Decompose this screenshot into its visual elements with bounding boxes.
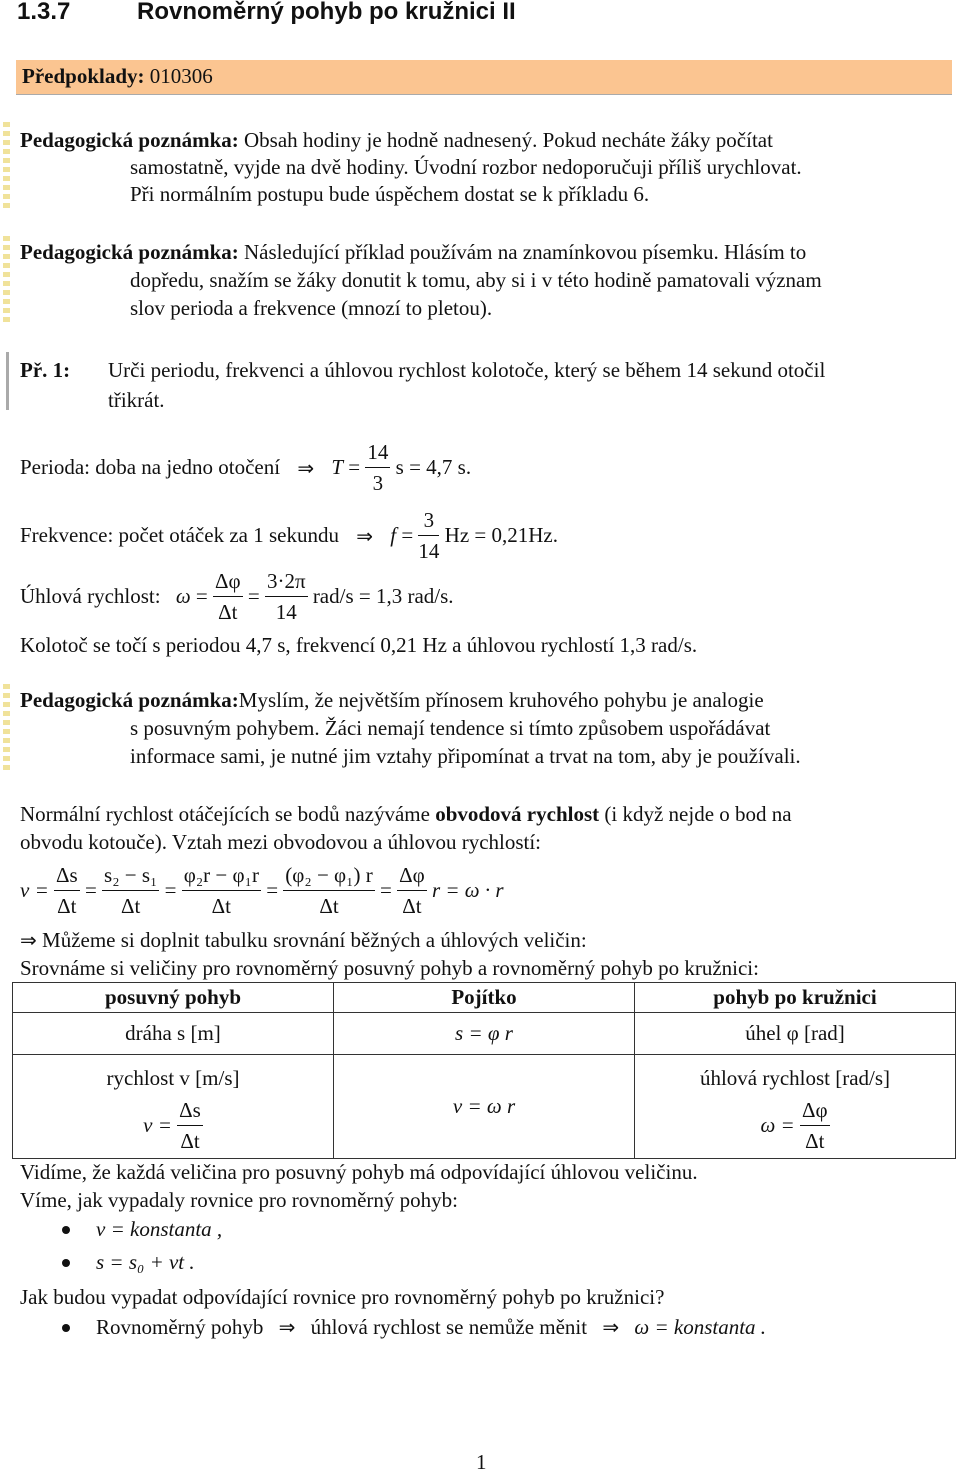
note-1-line-2: samostatně, vyjde na dvě hodiny. Úvodní rozbor nedoporučuji příliš urychlovat. (130, 155, 802, 179)
note-margin-stripe (3, 236, 10, 326)
note-margin-stripe (3, 684, 10, 774)
bullet-icon (62, 1226, 70, 1234)
note-2-line-3: slov perioda a frekvence (mnozí to pletou). (130, 296, 493, 320)
normal-speed-line-1: Normální rychlost otáčejících se bodů nazýváme obvodová rychlost (i když nejde o bod na (20, 802, 792, 826)
period-formula: Perioda: doba na jedno otočení ⇒ T = $\frac{14}{3}$ s = 4,7 s. (20, 437, 471, 498)
prereq-label: Předpoklady: (22, 64, 145, 88)
table-row (13, 1013, 956, 1055)
comparison-table (12, 982, 956, 1159)
section-title: Rovnoměrný pohyb po kružnici II (137, 0, 516, 25)
bullet-icon (62, 1259, 70, 1267)
speed-derivation: v = $\frac{\Delta s}{\Delta t}$ = $\frac{\text{s₂ − s₁}}{\Delta t}$ = $\frac{\text{φ₂r − φ₁r}}{\Delta t}$ = $\frac{\text{(φ₂ − φ₁) r}}{\Delta t}$ = $\frac{\Delta\varphi}{\Delta t}$ r = ω · r (20, 860, 504, 921)
table-cell: dráha s [m] (13, 1013, 334, 1055)
table-cell: úhlová rychlost [rad/s] ω = $\frac{\Delta\varphi}{\Delta t}$ (635, 1055, 956, 1159)
page-title (17, 0, 516, 26)
note-3-line-1: Pedagogická poznámka:Myslím, že největším přínosem kruhového pohybu je analogie (20, 688, 764, 712)
implies-arrow-icon: ⇒ (602, 1315, 620, 1339)
note-3-line-3: informace sami, je nutné jim vztahy připomínat a trvat na tom, aby je používali. (130, 744, 801, 768)
table-header: Pojítko (334, 983, 635, 1013)
implies-arrow-icon: ⇒ (356, 523, 373, 548)
bullet-item: s = s₀ + vt . (96, 1250, 195, 1274)
prerequisites-bar (16, 60, 952, 95)
table-cell: v = ω r (334, 1055, 635, 1159)
note-margin-stripe (3, 122, 10, 212)
after-table-line-2: Víme, jak vypadaly rovnice pro rovnoměrný pohyb: (20, 1188, 458, 1212)
section-number: 1.3.7 (17, 0, 71, 25)
table-header-row (13, 983, 956, 1013)
prereq-value: 010306 (149, 64, 213, 88)
bullet-item: v = konstanta , (96, 1217, 223, 1241)
example-line-1: Urči periodu, frekvenci a úhlovou rychlost kolotoče, který se během 14 sekund otočil (108, 358, 826, 382)
example-label: Př. 1: (20, 358, 71, 382)
bullet-item: Rovnoměrný pohyb ⇒ úhlová rychlost se nemůže měnit ⇒ ω = konstanta . (96, 1315, 767, 1339)
question: Jak budou vypadat odpovídající rovnice pro rovnoměrný pohyb po kružnici? (20, 1285, 665, 1309)
frequency-formula: Frekvence: počet otáček za 1 sekundu ⇒ f = $\frac{3}{14}$ Hz = 0,21Hz. (20, 505, 558, 566)
after-table-line-1: Vidíme, že každá veličina pro posuvný pohyb má odpovídající úhlovou veličinu. (20, 1160, 698, 1184)
implies-arrow-icon: ⇒ (20, 928, 37, 952)
note-2-line-2: dopředu, snažím se žáky donutit k tomu, aby si i v této hodině pamatovali význam (130, 268, 822, 292)
note-1-line-1: Pedagogická poznámka: Obsah hodiny je hodně nadnesený. Pokud necháte žáky počítat (20, 128, 773, 152)
table-cell: rychlost v [m/s] v = $\frac{\Delta s}{\Delta t}$ (13, 1055, 334, 1159)
table-intro-2: Srovnáme si veličiny pro rovnoměrný posuvný pohyb a rovnoměrný pohyb po kružnici: (20, 956, 759, 980)
note-3-line-2: s posuvným pohybem. Žáci nemají tendence si tímto způsobem uspořádávat (130, 716, 771, 740)
table-header: posuvný pohyb (13, 983, 334, 1013)
normal-speed-line-2: obvodu kotouče). Vztah mezi obvodovou a úhlovou rychlostí: (20, 830, 542, 854)
table-cell: s = φ r (334, 1013, 635, 1055)
example-margin-bar (6, 352, 9, 410)
implies-arrow-icon: ⇒ (297, 455, 315, 480)
angular-velocity-formula: Úhlová rychlost: ω = $\frac{\Delta\varphi}{\Delta t}$ = $\frac{3\cdot 2\pi}{14}$ rad/s = 1,3 rad/s. (20, 566, 454, 627)
page-number: 1 (476, 1450, 487, 1474)
note-1-line-3: Při normálním postupu bude úspěchem dostat se k příkladu 6. (130, 182, 650, 206)
solution-summary: Kolotoč se točí s periodou 4,7 s, frekvencí 0,21 Hz a úhlovou rychlostí 1,3 rad/s. (20, 633, 698, 657)
table-header: pohyb po kružnici (635, 983, 956, 1013)
table-row (13, 1055, 956, 1159)
example-line-2: třikrát. (108, 388, 165, 412)
implies-arrow-icon: ⇒ (278, 1315, 296, 1339)
bullet-icon (62, 1324, 70, 1332)
table-cell: úhel φ [rad] (635, 1013, 956, 1055)
note-2-line-1: Pedagogická poznámka: Následující příklad používám na znamínkovou písemku. Hlásím to (20, 240, 807, 264)
table-intro: ⇒ Můžeme si doplnit tabulku srovnání běžných a úhlových veličin: (20, 928, 587, 952)
